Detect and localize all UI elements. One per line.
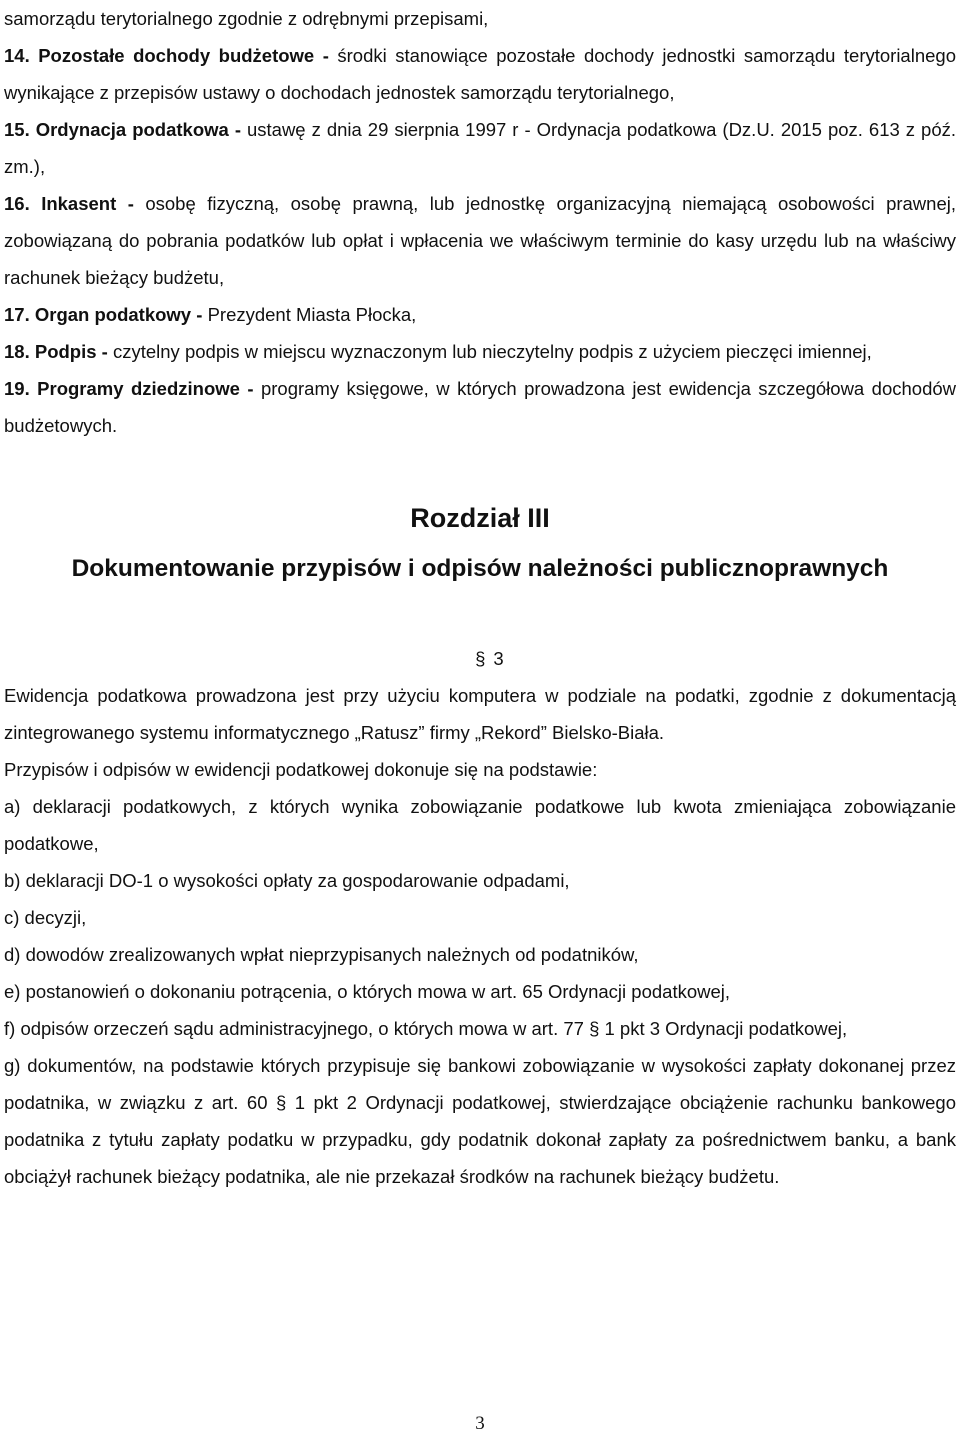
definition-separator: - <box>239 378 261 399</box>
definition-separator: - <box>96 341 113 362</box>
list-item-f: f) odpisów orzeczeń sądu administracyjnego, o których mowa w art. 77 § 1 pkt 3 Ordynacji podatkowej, <box>4 1018 848 1039</box>
definition-term: Podpis <box>34 341 97 362</box>
list-item-e: e) postanowień o dokonaniu potrącenia, o których mowa w art. 65 Ordynacji podatkowej, <box>4 981 731 1002</box>
definition-number: 18. <box>4 341 30 362</box>
section-heading <box>4 640 956 677</box>
definition-term: Programy dziedzinowe <box>37 378 240 399</box>
definition-item-16 <box>4 185 956 296</box>
definition-number: 19. <box>4 378 30 399</box>
list-item-c: c) decyzji, <box>4 907 87 928</box>
definition-item-14 <box>4 37 956 111</box>
list-item-d: d) dowodów zrealizowanych wpłat nieprzypisanych należnych od podatników, <box>4 944 639 965</box>
chapter-title: Dokumentowanie przypisów i odpisów należności publicznoprawnych <box>71 555 889 582</box>
document-page <box>4 0 956 1195</box>
definition-separator: - <box>314 45 338 66</box>
definition-text: osobę fizyczną, osobę prawną, lub jednostkę organizacyjną niemającą osobowości prawnej, zobowiązaną do pobrania podatków lub opłat i wpłacenia we właściwym terminie do kasy urzędu lub na właściwy rachunek bieżący budżetu, <box>4 193 956 288</box>
section-number: 3 <box>493 648 504 669</box>
definition-term: Inkasent <box>41 193 117 214</box>
definition-number: 14. <box>4 45 30 66</box>
definition-number: 16. <box>4 193 30 214</box>
definition-text: programy księgowe, w których prowadzona jest ewidencja szczegółowa dochodów budżetowych. <box>4 378 957 436</box>
definition-text: ustawę z dnia 29 sierpnia 1997 r - Ordynacja podatkowa (Dz.U. 2015 poz. 613 z póź. zm.), <box>4 119 956 177</box>
definition-term: Pozostałe dochody budżetowe <box>38 45 315 66</box>
definition-item-18 <box>4 333 956 370</box>
definition-text: środki stanowiące pozostałe dochody jednostki samorządu terytorialnego wynikające z przepisów ustawy o dochodach jednostek samorządu terytorialnego, <box>4 45 956 103</box>
intro-line: samorządu terytorialnego zgodnie z odrębnymi przepisami, <box>4 8 489 29</box>
definition-item-17 <box>4 296 956 333</box>
definition-text: czytelny podpis w miejscu wyznaczonym lub nieczytelny podpis z użyciem pieczęci imiennej, <box>112 341 872 362</box>
page-number: 3 <box>475 1413 485 1434</box>
chapter-label: Rozdział III <box>410 503 550 533</box>
definition-text: Prezydent Miasta Płocka, <box>207 304 417 325</box>
definition-term: Organ podatkowy <box>34 304 192 325</box>
body-paragraph: Przypisów i odpisów w ewidencji podatkowej dokonuje się na podstawie: <box>4 759 598 780</box>
definition-term: Ordynacja podatkowa <box>35 119 229 140</box>
definition-number: 17. <box>4 304 30 325</box>
definitions-list <box>4 37 956 444</box>
definition-separator: - <box>116 193 146 214</box>
definition-separator: - <box>191 304 208 325</box>
body-paragraph: Ewidencja podatkowa prowadzona jest przy użyciu komputera w podziale na podatki, zgodnie z dokumentacją zintegrowanego systemu informatycznego „Ratusz” firmy „Rekord” Bielsko-Biała. <box>4 685 956 743</box>
definition-item-19 <box>4 370 956 444</box>
definition-number: 15. <box>4 119 30 140</box>
list-item-b: b) deklaracji DO-1 o wysokości opłaty za gospodarowanie odpadami, <box>4 870 570 891</box>
definition-separator: - <box>228 119 247 140</box>
section-body <box>4 677 956 1195</box>
chapter-heading <box>4 501 956 586</box>
section-symbol: § <box>475 648 486 669</box>
list-item-a: a) deklaracji podatkowych, z których wynika zobowiązanie podatkowe lub kwota zmieniająca zobowiązanie podatkowe, <box>4 796 956 854</box>
list-item-g: g) dokumentów, na podstawie których przypisuje się bankowi zobowiązanie w wysokości zapłaty dokonanej przez podatnika, w związku z art. 60 § 1 pkt 2 Ordynacji podatkowej, stwierdzające obciążenie rachunku bankowego podatnika z tytułu zapłaty podatku w przypadku, gdy podatnik dokonał zapłaty za pośrednictwem banku, a bank obciążył rachunek bieżący podatnika, ale nie przekazał środków na rachunek bieżący budżetu. <box>4 1055 956 1187</box>
definition-item-15 <box>4 111 956 185</box>
